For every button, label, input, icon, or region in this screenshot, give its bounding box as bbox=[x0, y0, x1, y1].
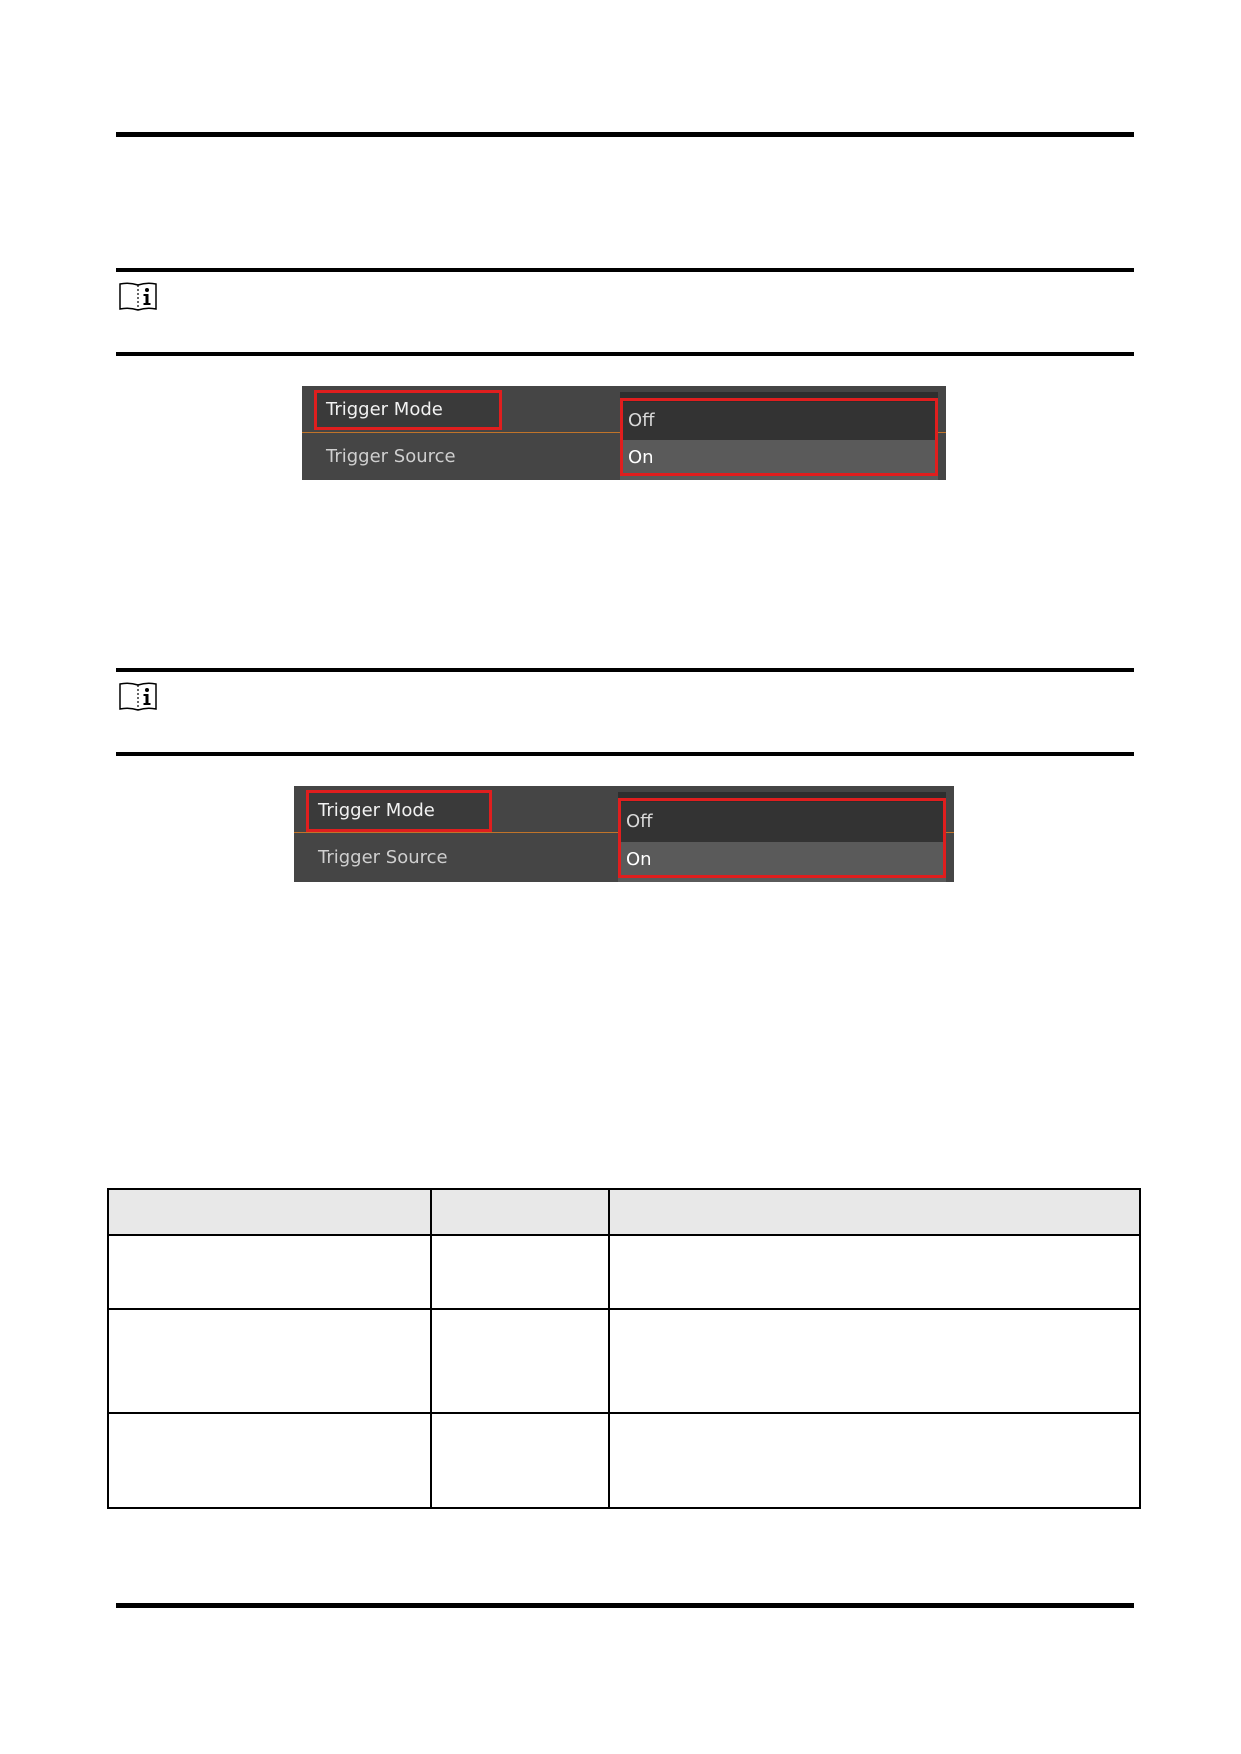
table-cell bbox=[609, 1413, 1140, 1508]
table-cell bbox=[431, 1309, 609, 1413]
note-book-info-icon bbox=[118, 680, 158, 712]
note-book-info-icon bbox=[118, 280, 158, 312]
parameter-table bbox=[107, 1188, 1141, 1509]
table-cell bbox=[609, 1235, 1140, 1309]
option-off[interactable]: Off bbox=[618, 802, 946, 842]
trigger-source-label: Trigger Source bbox=[326, 446, 456, 467]
trigger-mode-label: Trigger Mode bbox=[326, 399, 443, 420]
table-header-cell bbox=[609, 1189, 1140, 1235]
dropdown-options-highlight bbox=[618, 798, 946, 878]
table-row bbox=[108, 1309, 1140, 1413]
header-rule bbox=[116, 132, 1134, 137]
dropdown-options-highlight bbox=[620, 398, 938, 476]
table-cell bbox=[108, 1413, 431, 1508]
table-header-cell bbox=[108, 1189, 431, 1235]
table-cell bbox=[609, 1309, 1140, 1413]
table-header-cell bbox=[431, 1189, 609, 1235]
trigger-mode-label: Trigger Mode bbox=[318, 800, 435, 821]
table-cell bbox=[108, 1309, 431, 1413]
trigger-source-label: Trigger Source bbox=[318, 847, 448, 868]
option-on[interactable]: On bbox=[620, 440, 938, 476]
table-cell bbox=[431, 1235, 609, 1309]
trigger-mode-screenshot-2 bbox=[294, 786, 954, 882]
table-cell bbox=[108, 1235, 431, 1309]
table-row bbox=[108, 1413, 1140, 1508]
note-bottom-rule-1 bbox=[116, 352, 1134, 356]
table-header-row bbox=[108, 1189, 1140, 1235]
note-top-rule-2 bbox=[116, 668, 1134, 672]
trigger-mode-screenshot-1 bbox=[302, 386, 946, 480]
table-cell bbox=[431, 1413, 609, 1508]
option-off[interactable]: Off bbox=[620, 402, 938, 440]
footer-rule bbox=[116, 1603, 1134, 1608]
note-bottom-rule-2 bbox=[116, 752, 1134, 756]
table-row bbox=[108, 1235, 1140, 1309]
option-on[interactable]: On bbox=[618, 842, 946, 878]
note-top-rule-1 bbox=[116, 268, 1134, 272]
